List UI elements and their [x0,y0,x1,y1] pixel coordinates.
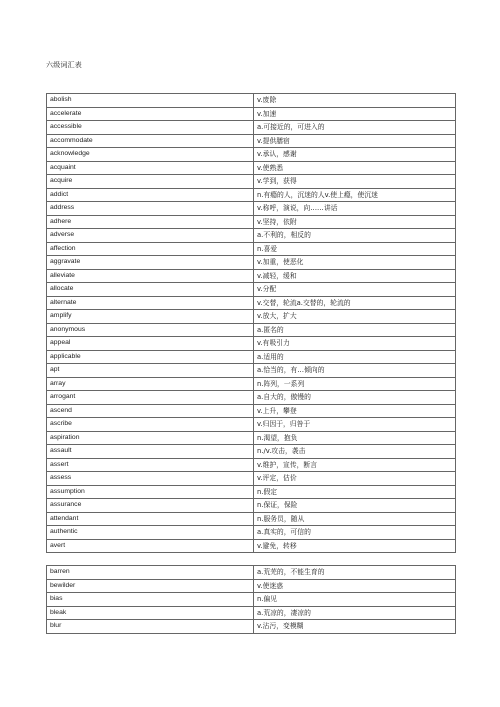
table-row [47,350,456,364]
table-row [47,269,456,283]
vocab-definition: n./v.攻击，袭击 [254,445,456,459]
table-row [47,485,456,499]
vocab-definition: v.分配 [254,283,456,297]
table-row [47,526,456,540]
vocab-word: acquaint [47,161,254,175]
vocab-word: arrogant [47,391,254,405]
table-row [47,458,456,472]
vocab-definition: v.评定，估价 [254,472,456,486]
table-row [47,310,456,324]
vocab-table-a [46,93,456,553]
table-row [47,404,456,418]
vocab-word: bleak [47,606,254,620]
vocab-word: assumption [47,485,254,499]
vocab-definition: a.可接近的，可进入的 [254,121,456,135]
vocab-definition: a.荒芜的，不能生育的 [254,566,456,580]
vocab-word: aggravate [47,256,254,270]
vocab-definition: a.自大的，傲慢的 [254,391,456,405]
vocab-word: alternate [47,296,254,310]
vocab-word: bewilder [47,579,254,593]
vocab-definition: v.使迷惑 [254,579,456,593]
table-row [47,391,456,405]
vocab-word: attendant [47,512,254,526]
table-row [47,202,456,216]
vocab-definition: v.提供膳宿 [254,134,456,148]
vocab-definition: v.避免，转移 [254,539,456,553]
vocab-definition: v.学到，获得 [254,175,456,189]
vocab-word: alleviate [47,269,254,283]
vocab-definition: v.加重，使恶化 [254,256,456,270]
vocab-definition: v.坚持，依附 [254,215,456,229]
vocab-word: accessible [47,121,254,135]
vocab-definition: a.荒凉的，凄凉的 [254,606,456,620]
table-row [47,620,456,634]
table-row [47,593,456,607]
vocab-definition: a.不利的，相反的 [254,229,456,243]
vocab-definition: v.归因于，归咎于 [254,418,456,432]
table-row [47,431,456,445]
vocab-word: ascend [47,404,254,418]
vocab-word: acknowledge [47,148,254,162]
vocab-word: amplify [47,310,254,324]
vocab-word: blur [47,620,254,634]
vocab-word: abolish [47,94,254,108]
table-row [47,445,456,459]
table-row [47,337,456,351]
vocab-definition: v.减轻，缓和 [254,269,456,283]
vocab-definition: a.恰当的，有…倾向的 [254,364,456,378]
vocab-table-b [46,565,456,634]
vocab-table-a-body [47,94,456,553]
table-row [47,94,456,108]
vocab-definition: v.放大，扩大 [254,310,456,324]
vocab-word: assurance [47,499,254,513]
vocab-word: applicable [47,350,254,364]
vocab-definition: n.阵列，一系列 [254,377,456,391]
vocab-word: accelerate [47,107,254,121]
vocab-word: barren [47,566,254,580]
vocab-definition: v.使熟悉 [254,161,456,175]
table-row [47,377,456,391]
vocab-definition: v.有吸引力 [254,337,456,351]
vocab-definition: v.称呼，演说，向……讲话 [254,202,456,216]
table-row [47,539,456,553]
vocab-definition: n.保证，保险 [254,499,456,513]
vocab-definition: a.真实的，可信的 [254,526,456,540]
table-row [47,107,456,121]
table-row [47,134,456,148]
vocab-table-b-body [47,566,456,634]
vocab-word: affection [47,242,254,256]
vocab-word: appeal [47,337,254,351]
vocab-word: adhere [47,215,254,229]
vocab-word: avert [47,539,254,553]
vocab-word: bias [47,593,254,607]
table-row [47,418,456,432]
vocab-word: acquire [47,175,254,189]
vocab-definition: v.上升，攀登 [254,404,456,418]
table-row [47,499,456,513]
vocab-definition: n.有瘾的人，沉迷的人v.使上瘾，使沉迷 [254,188,456,202]
vocab-word: authentic [47,526,254,540]
document-title: 六级词汇表 [46,61,82,69]
vocab-word: array [47,377,254,391]
vocab-definition: n.偏见 [254,593,456,607]
table-row [47,215,456,229]
vocab-word: anonymous [47,323,254,337]
table-row [47,148,456,162]
table-row [47,323,456,337]
table-row [47,566,456,580]
table-row [47,606,456,620]
vocab-word: address [47,202,254,216]
vocab-word: apt [47,364,254,378]
table-row [47,229,456,243]
vocab-word: ascribe [47,418,254,432]
vocab-definition: v.交替，轮流a.交替的，轮流的 [254,296,456,310]
vocab-word: addict [47,188,254,202]
table-row [47,161,456,175]
vocab-definition: a.匿名的 [254,323,456,337]
vocab-definition: n.喜爱 [254,242,456,256]
vocab-definition: v.维护，宣传，断言 [254,458,456,472]
table-row [47,579,456,593]
table-row [47,121,456,135]
table-row [47,364,456,378]
table-row [47,175,456,189]
vocab-definition: n.假定 [254,485,456,499]
vocab-definition: v.废除 [254,94,456,108]
vocab-word: accommodate [47,134,254,148]
vocab-word: assess [47,472,254,486]
vocab-word: assert [47,458,254,472]
table-row [47,256,456,270]
table-row [47,296,456,310]
vocab-word: aspiration [47,431,254,445]
vocab-definition: v.沾污，变模糊 [254,620,456,634]
vocab-word: assault [47,445,254,459]
table-row [47,242,456,256]
table-row [47,188,456,202]
vocab-definition: v.承认，感谢 [254,148,456,162]
vocab-definition: n.服务员，随从 [254,512,456,526]
vocab-word: adverse [47,229,254,243]
vocab-definition: a.适用的 [254,350,456,364]
table-row [47,472,456,486]
vocab-word: allocate [47,283,254,297]
table-row [47,512,456,526]
vocab-definition: n.渴望，抱负 [254,431,456,445]
vocab-definition: v.加速 [254,107,456,121]
table-row [47,283,456,297]
